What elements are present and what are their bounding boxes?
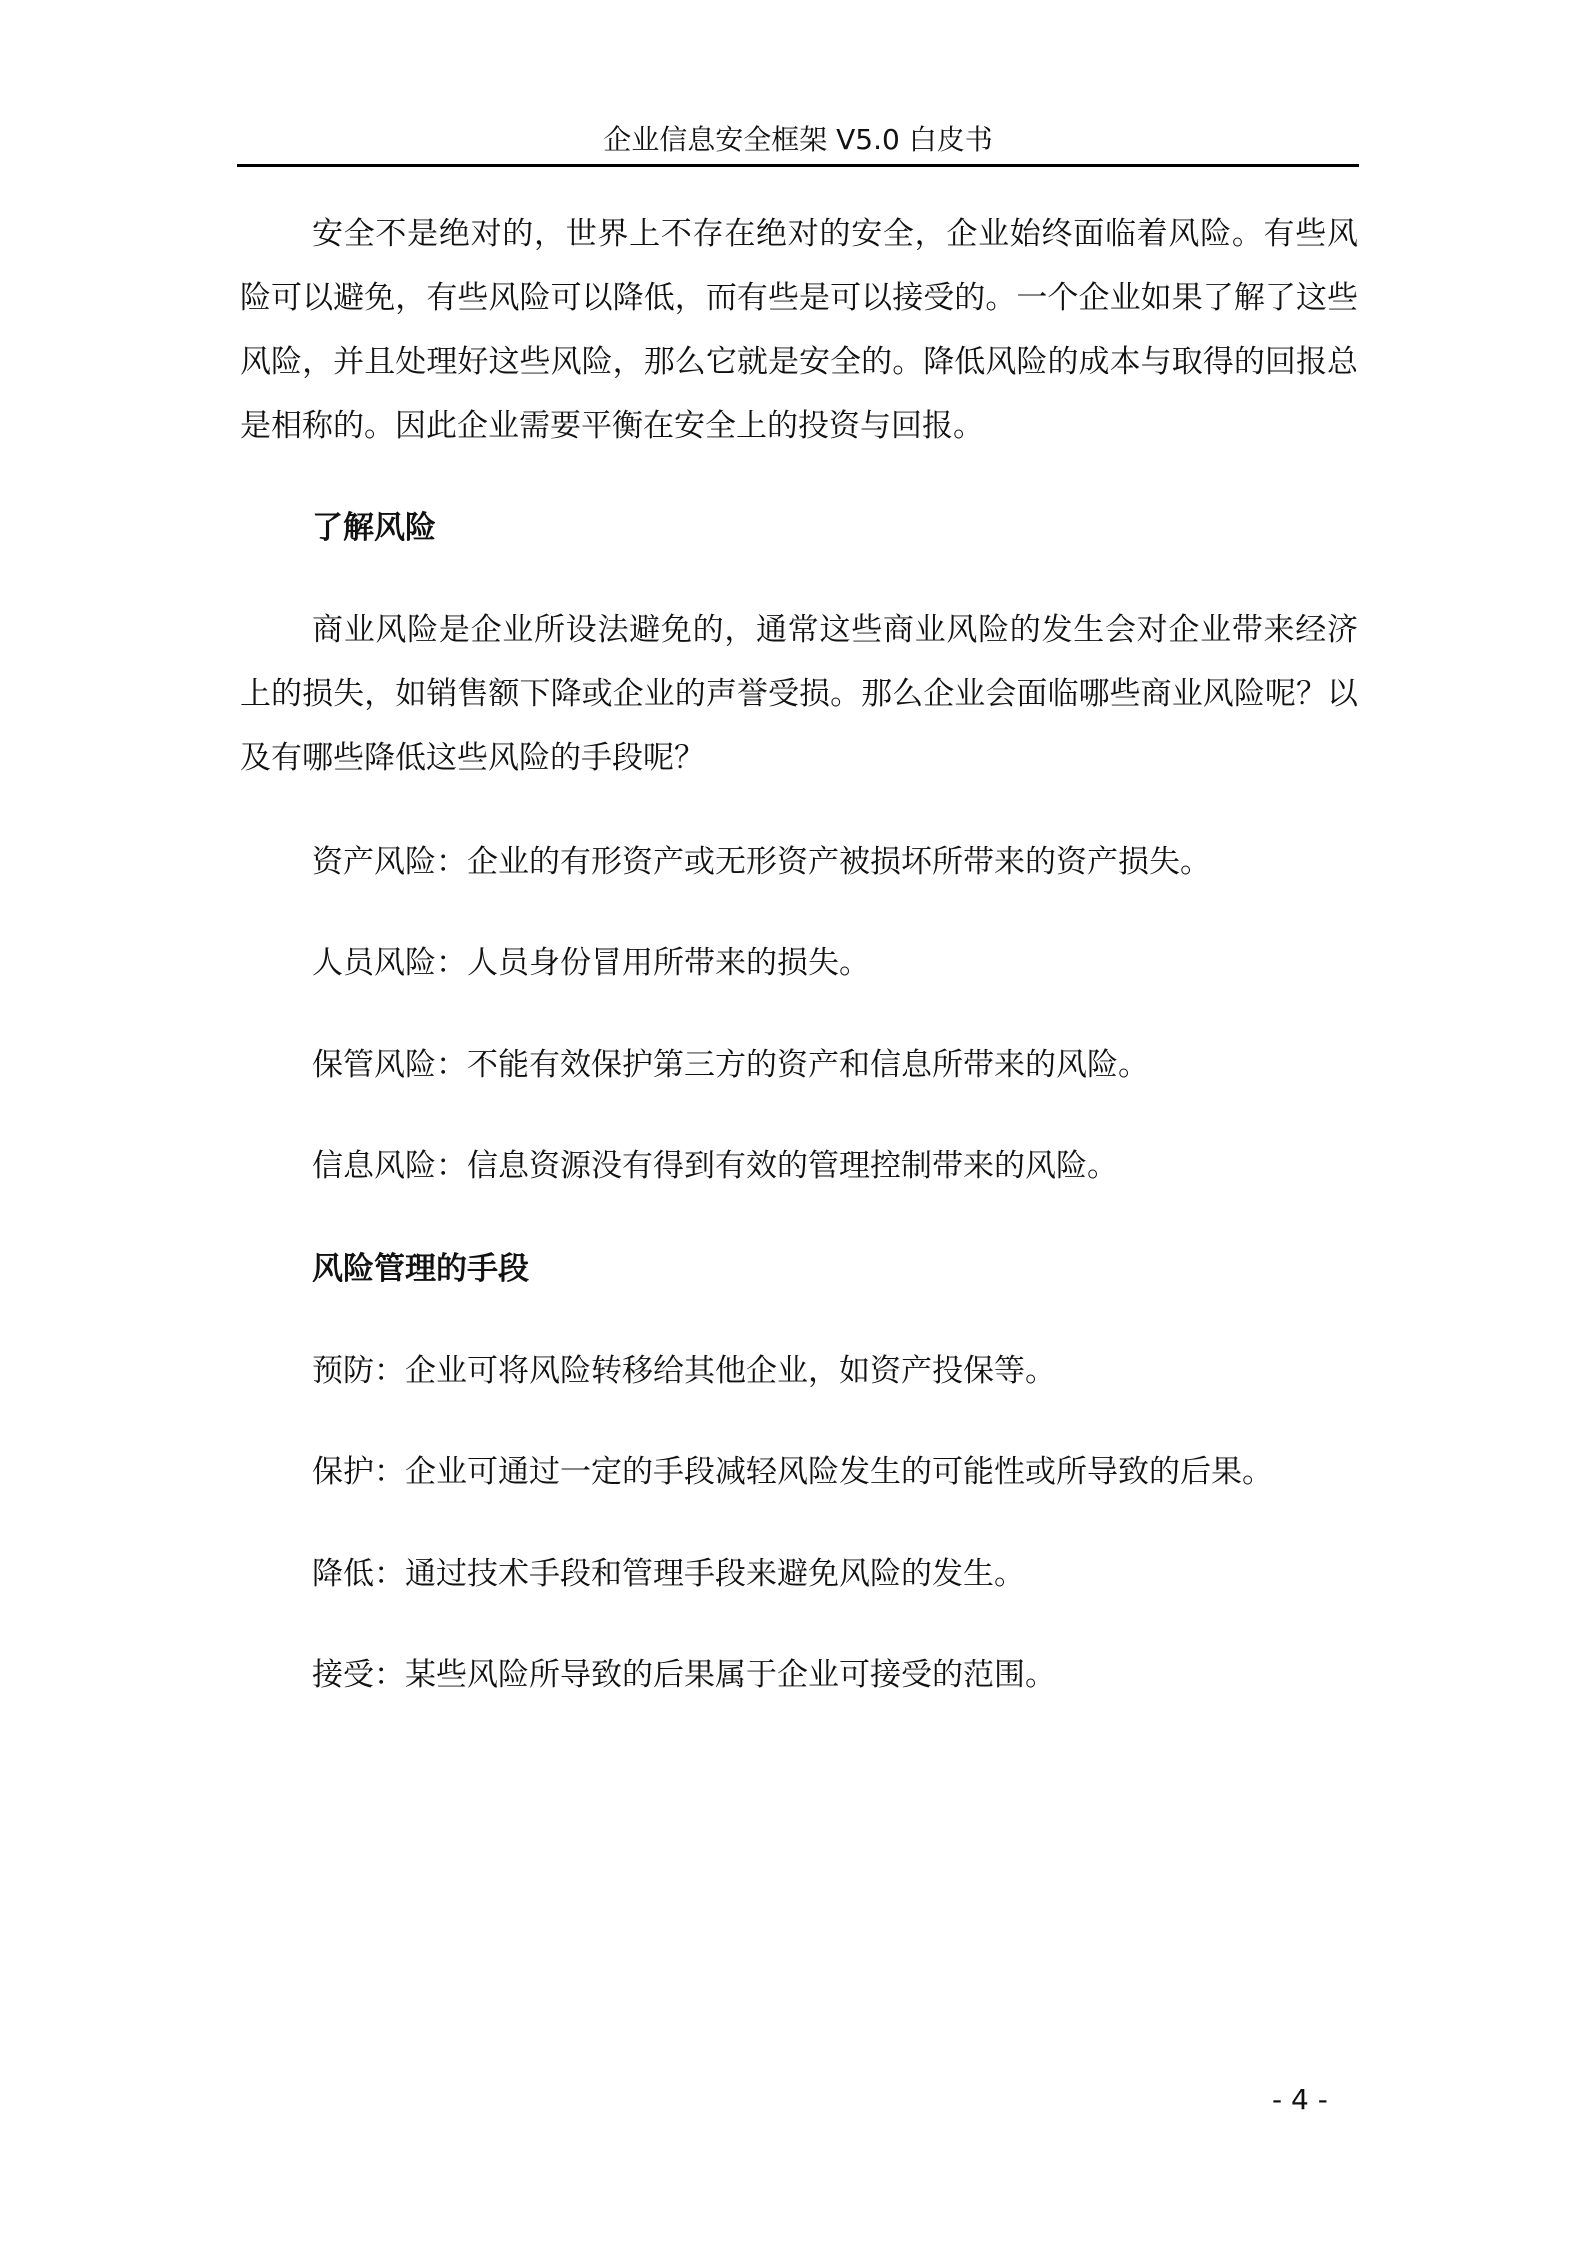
risk-item-custody: 保管风险：不能有效保护第三方的资产和信息所带来的风险。 xyxy=(312,1047,1149,1083)
risk-item-information: 信息风险：信息资源没有得到有效的管理控制带来的风险。 xyxy=(312,1148,1118,1184)
management-item-reduce: 降低：通过技术手段和管理手段来避免风险的发生。 xyxy=(312,1556,1025,1592)
section-heading-understand-risk: 了解风险 xyxy=(312,510,436,546)
intro-paragraph: 安全不是绝对的，世界上不存在绝对的安全，企业始终面临着风险。有些风险可以避免，有些风险可以降低，而有些是可以接受的。一个企业如果了解了这些风险，并且处理好这些风险，那么它就是安全的。降低风险的成本与取得的回报总是相称的。因此企业需要平衡在安全上的投资与回报。 xyxy=(240,216,1358,444)
risk-item-personnel: 人员风险：人员身份冒用所带来的损失。 xyxy=(312,945,870,981)
management-item-prevent: 预防：企业可将风险转移给其他企业，如资产投保等。 xyxy=(312,1353,1056,1389)
management-item-protect: 保护：企业可通过一定的手段减轻风险发生的可能性或所导致的后果。 xyxy=(312,1454,1273,1490)
header-divider xyxy=(237,164,1359,167)
risk-item-asset: 资产风险：企业的有形资产或无形资产被损坏所带来的资产损失。 xyxy=(312,844,1211,880)
management-item-accept: 接受：某些风险所导致的后果属于企业可接受的范围。 xyxy=(312,1657,1056,1693)
understand-risk-paragraph: 商业风险是企业所设法避免的，通常这些商业风险的发生会对企业带来经济上的损失，如销售额下降或企业的声誉受损。那么企业会面临哪些商业风险呢？以及有哪些降低这些风险的手段呢？ xyxy=(240,612,1358,776)
page-number: - 4 - xyxy=(1272,2083,1328,2116)
document-header-title: 企业信息安全框架 V5.0 白皮书 xyxy=(603,123,993,156)
section-heading-risk-management: 风险管理的手段 xyxy=(312,1251,529,1287)
